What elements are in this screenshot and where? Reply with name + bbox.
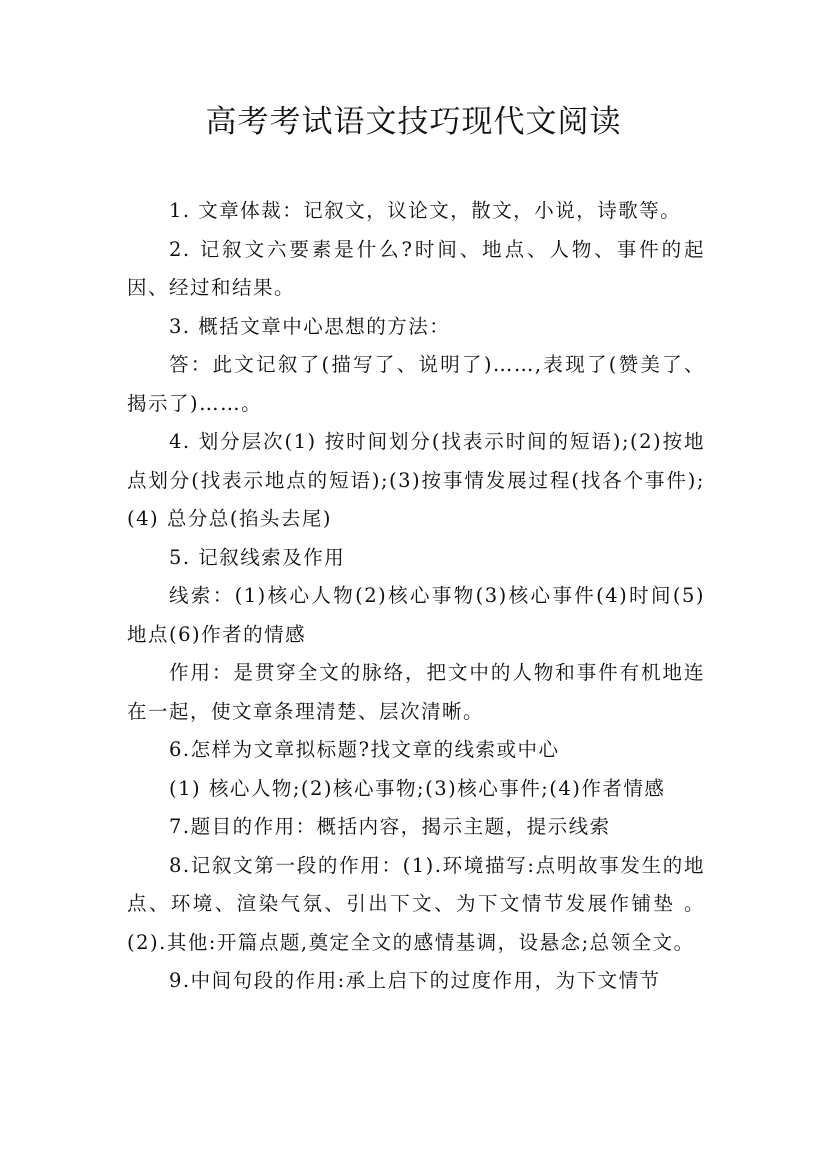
paragraph-11: 7.题目的作用：概括内容，揭示主题，提示线索 [169, 815, 611, 838]
document-body [127, 192, 705, 1001]
paragraph-1: 1. 文章体裁：记叙文，议论文，散文，小说，诗歌等。 [169, 199, 682, 222]
paragraph-7: 线索：(1)核心人物(2)核心事物(3)核心事件(4)时间(5)地点(6)作者的情感 [127, 584, 705, 646]
paragraph-10: (1) 核心人物;(2)核心事物;(3)核心事件;(4)作者情感 [169, 776, 666, 800]
paragraph-2: 2. 记叙文六要素是什么?时间、地点、人物、事件的起因、经过和结果。 [127, 237, 705, 299]
document-title: 高考考试语文技巧现代文阅读 [205, 104, 622, 140]
paragraph-12: 8.记叙文第一段的作用：(1).环境描写:点明故事发生的地点、环境、渲染气氛、引出下文、为下文情节发展作铺垫 。(2).其他:开篇点题,奠定全文的感情基调，设悬念;总领全文。 [127, 853, 705, 954]
paragraph-6: 5. 记叙线索及作用 [169, 545, 346, 569]
paragraph-8: 作用：是贯穿全文的脉络，把文中的人物和事件有机地连在一起，使文章条理清楚、层次清晰。 [127, 661, 705, 723]
paragraph-13: 9.中间句段的作用:承上启下的过度作用，为下文情节 [169, 969, 661, 992]
paragraph-5: 4. 划分层次(1) 按时间划分(找表示时间的短语);(2)按地点划分(找表示地点的短语);(3)按事情发展过程(找各个事件);(4) 总分总(掐头去尾) [127, 430, 705, 530]
paragraph-3: 3. 概括文章中心思想的方法： [169, 314, 451, 338]
paragraph-4: 答：此文记叙了(描写了、说明了)……,表现了(赞美了、揭示了)……。 [127, 353, 705, 415]
paragraph-9: 6.怎样为文章拟标题?找文章的线索或中心 [169, 738, 560, 761]
